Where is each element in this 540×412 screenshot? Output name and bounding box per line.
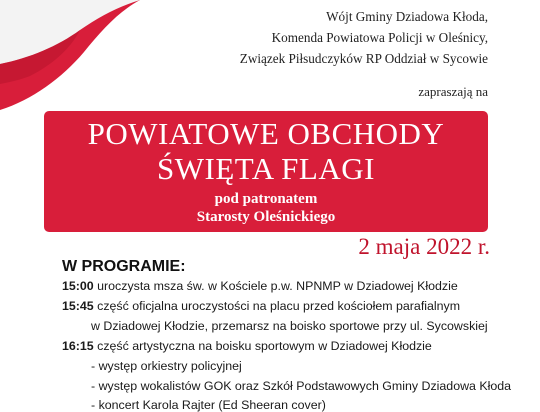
program-text: - koncert Karola Rajter (Ed Sheeran cover): [91, 398, 326, 412]
organizer-line: Wójt Gminy Dziadowa Kłoda,: [326, 9, 488, 24]
organizer-line: Związek Piłsudczyków RP Oddział w Sycowie: [239, 51, 488, 66]
program-time: 15:00: [62, 279, 94, 293]
program-text: część oficjalna uroczystości na placu przed kościołem parafialnym: [93, 299, 461, 313]
program-text: część artystyczna na boisku sportowym w Dziadowej Kłodzie: [93, 339, 432, 353]
program-item: [62, 339, 432, 353]
banner-title-line1: POWIATOWE OBCHODY: [87, 116, 445, 151]
program-time: 16:15: [62, 339, 94, 353]
organizers-block: [158, 6, 488, 69]
program-text: - występ wokalistów GOK oraz Szkół Podstawowych Gminy Dziadowa Kłoda: [91, 379, 512, 393]
organizer-line: Komenda Powiatowa Policji w Oleśnicy,: [271, 30, 488, 45]
event-date: 2 maja 2022 r.: [358, 234, 490, 259]
title-banner: [44, 111, 488, 232]
program-item: [91, 359, 242, 373]
program-heading: W PROGRAMIE:: [62, 258, 186, 275]
program-item: [62, 279, 458, 293]
program-item: [91, 319, 488, 333]
banner-title-line2: ŚWIĘTA FLAGI: [157, 151, 375, 186]
banner-subtitle-line1: pod patronatem: [214, 191, 318, 207]
program-text: w Dziadowej Kłodzie, przemarsz na boisko sportowe przy ul. Sycowskiej: [91, 319, 488, 333]
program-item: [91, 379, 511, 393]
banner-subtitle-line2: Starosty Oleśnickiego: [196, 209, 336, 225]
invite-text: zapraszają na: [418, 84, 488, 99]
program-item: [91, 398, 326, 412]
program-time: 15:45: [62, 299, 94, 313]
program-text: - występ orkiestry policyjnej: [91, 359, 242, 373]
program-text: uroczysta msza św. w Kościele p.w. NPNMP w Dziadowej Kłodzie: [93, 279, 458, 293]
program-item: [62, 299, 460, 313]
